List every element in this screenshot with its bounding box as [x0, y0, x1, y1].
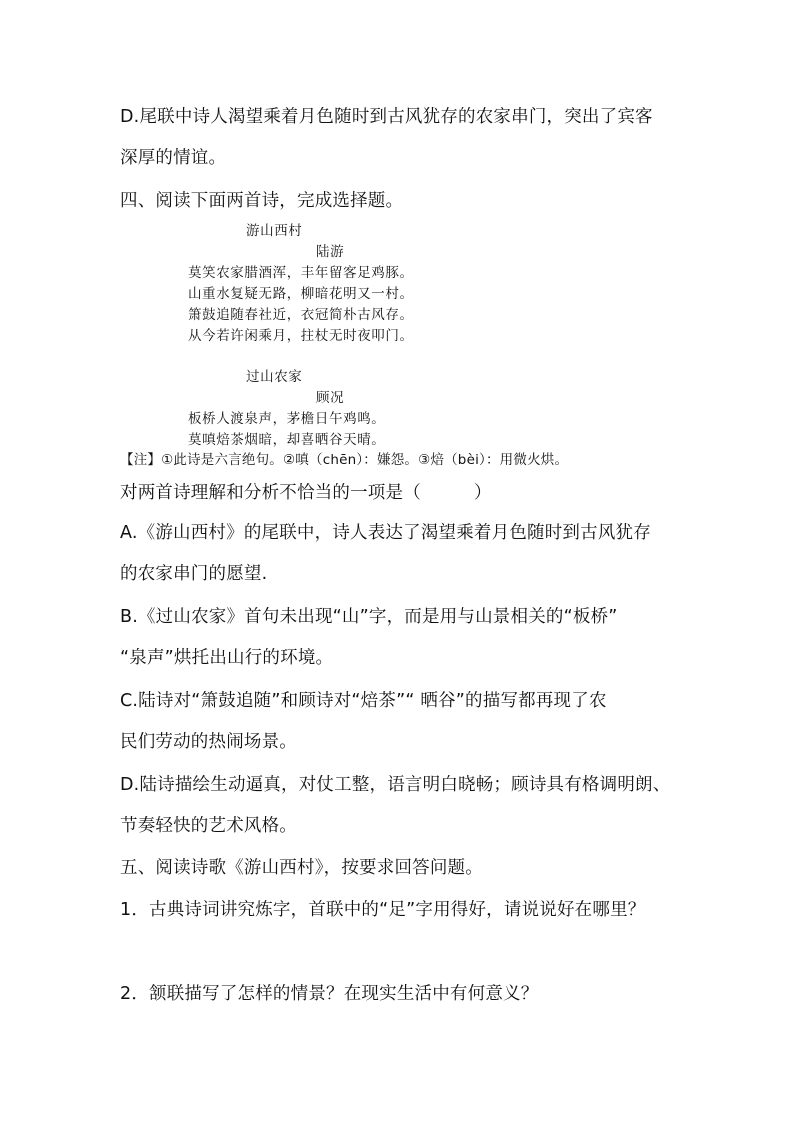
poem2-title: 过山农家 [246, 369, 303, 385]
section5-q1: 1．古典诗词讲究炼字，首联中的“足”字用得好，请说说好在哪里？ [120, 900, 646, 920]
section4-heading: 四、阅读下面两首诗，完成选择题。 [120, 191, 404, 211]
question-stem: 对两首诗理解和分析不恰当的一项是（ ） [120, 483, 492, 503]
option-a-line2: 的农家串门的愿望. [120, 564, 268, 584]
poem1-author: 陆游 [316, 244, 345, 260]
poem1-title: 游山西村 [246, 223, 303, 239]
poem2-line: 莫嗔焙茶烟暗，却喜晒谷天晴。 [188, 432, 386, 448]
option-d-line2: 节奏轻快的艺术风格。 [120, 816, 297, 836]
poem1-line: 莫笑农家腊酒浑，丰年留客足鸡豚。 [188, 265, 414, 281]
poem2-line: 板桥人渡泉声，茅檐日午鸡鸣。 [188, 411, 386, 427]
option-b-line1: B.《过山农家》首句未出现“山”字，而是用与山景相关的“板桥” [120, 607, 618, 627]
option-b-line2: “泉声”烘托出山行的环境。 [120, 648, 334, 668]
section5-heading: 五、阅读诗歌《游山西村》，按要求回答问题。 [120, 858, 483, 878]
q3-option-d-line2: 深厚的情谊。 [120, 148, 227, 168]
option-a-line1: A.《游山西村》的尾联中，诗人表达了渴望乘着月色随时到古风犹存 [120, 523, 651, 543]
option-c-line1: C.陆诗对“箫鼓追随”和顾诗对“焙茶”“ 晒谷”的描写都再现了农 [120, 691, 607, 711]
section5-q2: 2．颔联描写了怎样的情景？在现实生活中有何意义？ [120, 984, 539, 1004]
q3-option-d-line1: D.尾联中诗人渴望乘着月色随时到古风犹存的农家串门，突出了宾客 [120, 107, 653, 127]
option-d-line1: D.陆诗描绘生动逼真，对仗工整，语言明白晓畅；顾诗具有格调明朗、 [120, 775, 671, 795]
poem1-line: 从今若许闲乘月，拄杖无时夜叩门。 [188, 328, 414, 344]
poem1-line: 山重水复疑无路，柳暗花明又一村。 [188, 286, 414, 302]
option-c-line2: 民们劳动的热闹场景。 [120, 732, 297, 752]
poem-note: 【注】①此诗是六言绝句。②嗔（chēn）：嫌怨。③焙（bèi）：用微火烘。 [120, 452, 569, 468]
poem1-line: 箫鼓追随春社近，衣冠简朴古风存。 [188, 307, 414, 323]
poem2-author: 顾况 [316, 390, 345, 406]
